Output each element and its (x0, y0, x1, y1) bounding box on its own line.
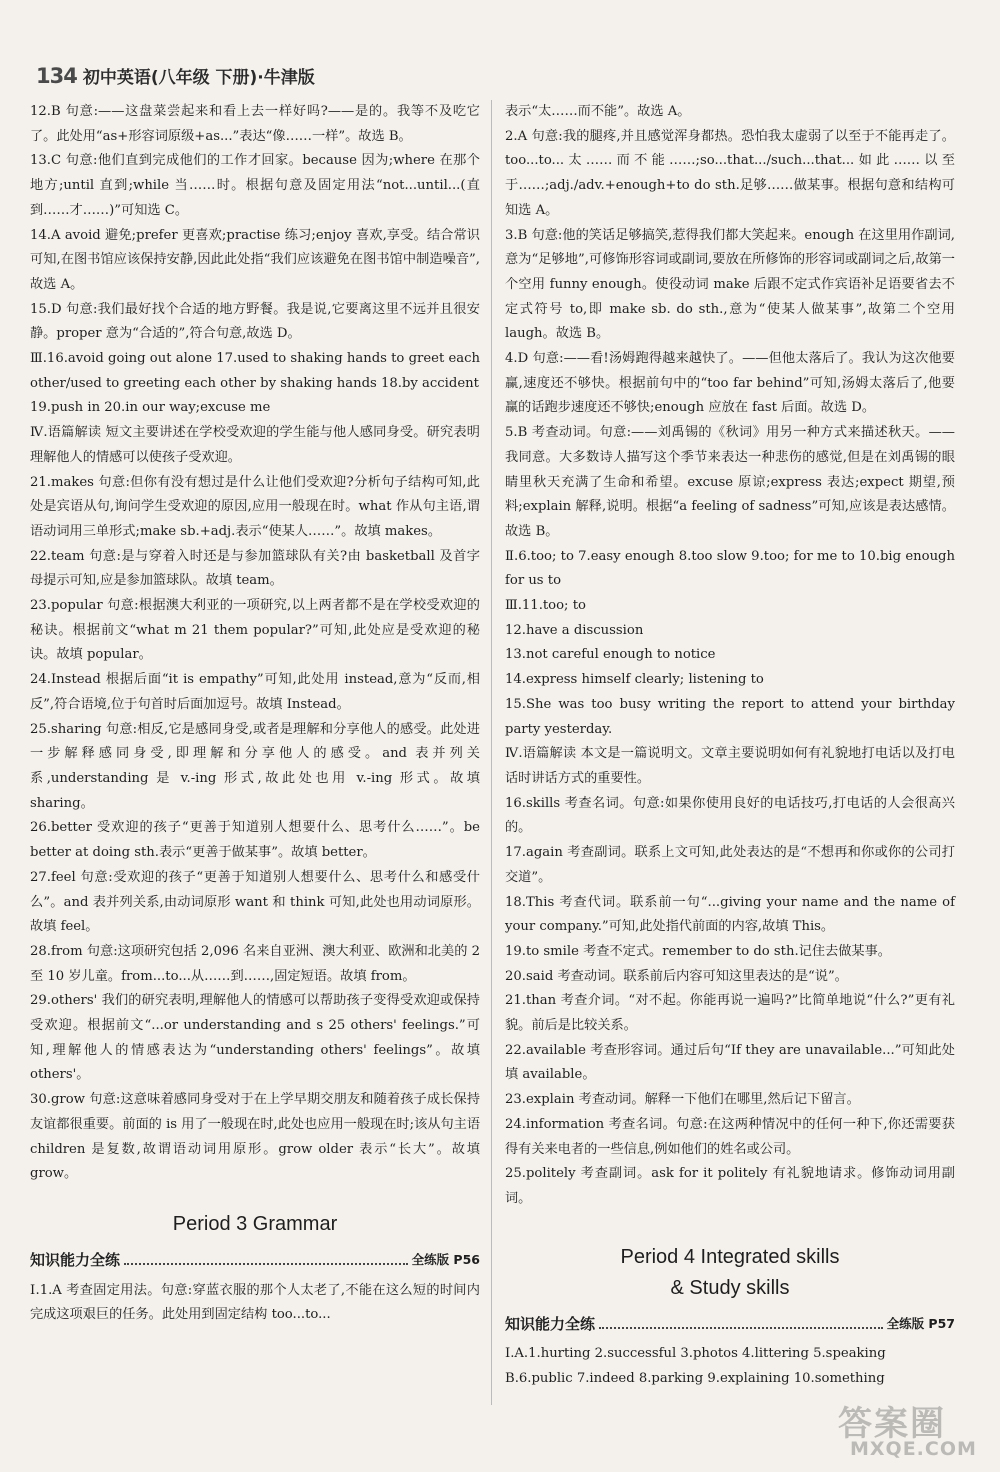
answer-entry: 30.grow 句意:这意味着感同身受对于在上学早期交朋友和随着孩子成长保持友谊都很重要。前面的 is 用了一般现在时,此处也应用一般现在时;该从句主语 children 是复数,故谓语动词用原形。grow older 表示“长大”。故填 grow。 (30, 1092, 481, 1182)
answer-entry: 21.makes 句意:但你有没有想过是什么让他们受欢迎?分析句子结构可知,此处是宾语从句,询问学生受欢迎的原因,应用一般现在时。what 作从句主语,谓语动词用三单形式;make sb.+adj.表示“使某人……”。故填 makes。 (30, 474, 480, 539)
period-3-title: Period 3 Grammar (172, 1212, 338, 1235)
answer-entry: 20.said 考查动词。联系前后内容可知这里表达的是“说”。 (505, 968, 848, 984)
answer-entry: 14.A avoid 避免;prefer 更喜欢;practise 练习;enjoy 喜欢,享受。结合常识可知,在图书馆应该保持安静,因此此处指“我们应该避免在图书馆中制造噪音”,故选 A。 (30, 227, 480, 292)
section-bar-right (505, 1312, 955, 1337)
answer-entry: 4.D 句意:——看!汤姆跑得越来越快了。——但他太落后了。我认为这次他要赢,速度还不够快。根据前句中的“too far behind”可知,汤姆太落后了,他要赢的话跑步速度还不够快;enough 应放在 fast 后面。故选 D。 (505, 351, 955, 416)
period-4-title: Period 4 Integrated skills (620, 1245, 840, 1268)
answer-entry: B.6.public 7.indeed 8.parking 9.explaining 10.something (505, 1371, 885, 1387)
answer-entry: 23.popular 句意:根据澳大利亚的一项研究,以上两者都不是在学校受欢迎的秘诀。根据前文“what m 21 them popular?”可知,此处应是受欢迎的秘诀。故填 popular。 (30, 598, 480, 663)
watermark-logo (828, 1396, 978, 1466)
answer-entry: 12.have a discussion (505, 622, 644, 638)
section-bar-ref: 全练版 P56 (411, 1251, 480, 1267)
answer-entry: 16.skills 考查名词。句意:如果你使用良好的电话技巧,打电话的人会很高兴的。 (505, 795, 955, 836)
watermark-text: 答案圈 (838, 1404, 946, 1444)
answer-entry: 25.politely 考查副词。ask for it politely 有礼貌地请求。修饰动词用副词。 (505, 1166, 955, 1206)
watermark-url: MXQE.COM (850, 1438, 977, 1460)
section-bar-label: 知识能力全练 (30, 1250, 121, 1269)
answer-entry: 25.sharing 句意:相反,它是感同身受,或者是理解和分享他人的感受。此处进一步解释感同身受,即理解和分享他人的感受。and 表并列关系,understanding 是 v.-ing 形式,故此处也用 v.-ing 形式。故填 sharing。 (30, 721, 480, 811)
answer-entry: 19.push in 20.in our way;excuse me (30, 400, 271, 416)
answer-entry: 26.better 受欢迎的孩子“更善于知道别人想要什么、思考什么……”。be better at doing sth.表示“更善于做某事”。故填 better。 (30, 820, 480, 861)
answer-entry: Ⅳ.语篇解读 短文主要讲述在学校受欢迎的学生能与他人感同身受。研究表明理解他人的情感可以使孩子受欢迎。 (30, 425, 480, 465)
answer-entry: 27.feel 句意:受欢迎的孩子“更善于知道别人想要什么、思考什么和感受什么”。and 表并列关系,由动词原形 want 和 think 可知,此处也用动词原形。故填 feel。 (30, 869, 480, 935)
answer-entry: Ⅳ.语篇解读 本文是一篇说明文。文章主要说明如何有礼貌地打电话以及打电话时讲话方式的重要性。 (505, 746, 955, 786)
answer-entry: Ⅰ.1.A 考查固定用法。句意:穿蓝衣服的那个人太老了,不能在这么短的时间内完成这项艰巨的任务。此处用到固定结构 too...to... (30, 1282, 480, 1323)
answer-entry: 23.explain 考查动词。解释一下他们在哪里,然后记下留言。 (505, 1092, 860, 1108)
section-bar-ref: 全练版 P57 (886, 1315, 955, 1331)
left-answer-list (30, 100, 480, 1187)
answer-entry: Ⅲ.11.too; to (505, 598, 586, 614)
section-bar-left (30, 1248, 480, 1273)
answer-entry: 14.express himself clearly; listening to (505, 672, 764, 688)
section-bar-label: 知识能力全练 (505, 1314, 596, 1333)
left-column (30, 100, 480, 1328)
answer-entry: 22.available 考查形容词。通过后句“If they are unavailable...”可知此处填 available。 (505, 1042, 955, 1083)
answer-entry: 19.to smile 考查不定式。remember to do sth.记住去做某事。 (505, 943, 891, 959)
right-column (505, 100, 955, 1392)
column-divider (491, 100, 492, 1405)
answer-entry: 28.from 句意:这项研究包括 2,096 名来自亚洲、澳大利亚、欧洲和北美的 2 至 10 岁儿童。from...to...从……到……,固定短语。故填 from。 (30, 943, 480, 984)
answer-entry: 13.C 句意:他们直到完成他们的工作才回家。because 因为;where 在那个地方;until 直到;while 当……时。根据句意及固定用法“not...until...(直到……才……)”可知选 C。 (30, 153, 480, 218)
period-4-subtitle: & Study skills (670, 1276, 790, 1299)
answer-entry: 5.B 考查动词。句意:——刘禹锡的《秋词》用另一种方式来描述秋天。——我同意。大多数诗人描写这个季节来表达一种悲伤的感觉,但是在刘禹锡的眼睛里秋天充满了生命和希望。excuse 原谅;express 表达;expect 期望,预料;explain 解释,说明。根据“a feeling of sadness”可知,应该是表达感情。故选 B。 (505, 425, 955, 539)
dotted-leader (599, 1319, 883, 1329)
answer-entry: 15.D 句意:我们最好找个合适的地方野餐。我是说,它要离这里不远并且很安静。proper 意为“合适的”,符合句意,故选 D。 (30, 301, 480, 342)
answer-entry: 21.than 考查介词。“对不起。你能再说一遍吗?”比简单地说“什么?”更有礼貌。前后是比较关系。 (505, 993, 955, 1034)
answer-entry: 17.again 考查副词。联系上文可知,此处表达的是“不想再和你或你的公司打交道”。 (505, 845, 955, 885)
right-answer-list (505, 100, 955, 1212)
answer-entry: 22.team 句意:是与穿着入时还是与参加篮球队有关?由 basketball 及首字母提示可知,应是参加篮球队。故填 team。 (30, 548, 480, 589)
page-header (36, 58, 476, 88)
answer-entry: 2.A 句意:我的腿疼,并且感觉浑身都热。恐怕我太虚弱了以至于不能再走了。too...to...太……而不能……;so...that.../such...that...如此……以至于……;adj./adv.+enough+to do sth.足够……做某事。根据句意和结构可知选 A。 (505, 128, 955, 218)
answer-entry: 29.others' 我们的研究表明,理解他人的情感可以帮助孩子变得受欢迎或保持受欢迎。根据前文“...or understanding and s 25 others' feelings.”可知,理解他人的情感表达为“understanding others' feelings”。故填 others'。 (30, 993, 480, 1083)
answer-entry: 3.B 句意:他的笑话足够搞笑,惹得我们都大笑起来。enough 在这里用作副词,意为“足够地”,可修饰形容词或副词,要放在所修饰的形容词或副词之后,故第一个空用 funny enough。使役动词 make 后跟不定式作宾语补足语要省去不定式符号 to,即 make sb. do sth.,意为“使某人做某事”,故第二个空用 laugh。故选 B。 (505, 227, 955, 342)
answer-entry: 24.information 考查名词。句意:在这两种情况中的任何一种下,你还需要获得有关来电者的一些信息,例如他们的姓名或公司。 (505, 1116, 955, 1157)
answer-entry: 12.B 句意:——这盘菜尝起来和看上去一样好吗?——是的。我等不及吃它了。此处用“as+形容词原级+as...”表达“像……一样”。故选 B。 (30, 104, 480, 144)
answer-entry: 24.Instead 根据后面“it is empathy”可知,此处用 instead,意为“反而,相反”,符合语境,位于句首时后面加逗号。故填 Instead。 (30, 672, 480, 712)
answer-entry: 18.This 考查代词。联系前一句“...giving your name and the name of your company.”可知,此处指代前面的内容,故填 This。 (505, 894, 955, 935)
book-title: 初中英语(八年级 下册)·牛津版 (82, 68, 315, 88)
answer-entry: 13.not careful enough to notice (505, 647, 716, 663)
answer-entry: Ⅲ.16.avoid going out alone 17.used to shaking hands to greet each other/used to greeting each other by shaking hands 18.by accident (30, 351, 480, 391)
answer-entry: 表示“太……而不能”。故选 A。 (505, 104, 691, 119)
right-after-list (505, 1342, 955, 1391)
dotted-leader (124, 1255, 408, 1265)
answer-entry: Ⅱ.6.too; to 7.easy enough 8.too slow 9.too; for me to 10.big enough for us to (505, 548, 955, 589)
page-number: 134 (36, 64, 77, 88)
answer-entry: Ⅰ.A.1.hurting 2.successful 3.photos 4.littering 5.speaking (505, 1346, 886, 1362)
answer-entry: 15.She was too busy writing the report to attend your birthday party yesterday. (505, 696, 955, 737)
left-after-list (30, 1279, 480, 1328)
